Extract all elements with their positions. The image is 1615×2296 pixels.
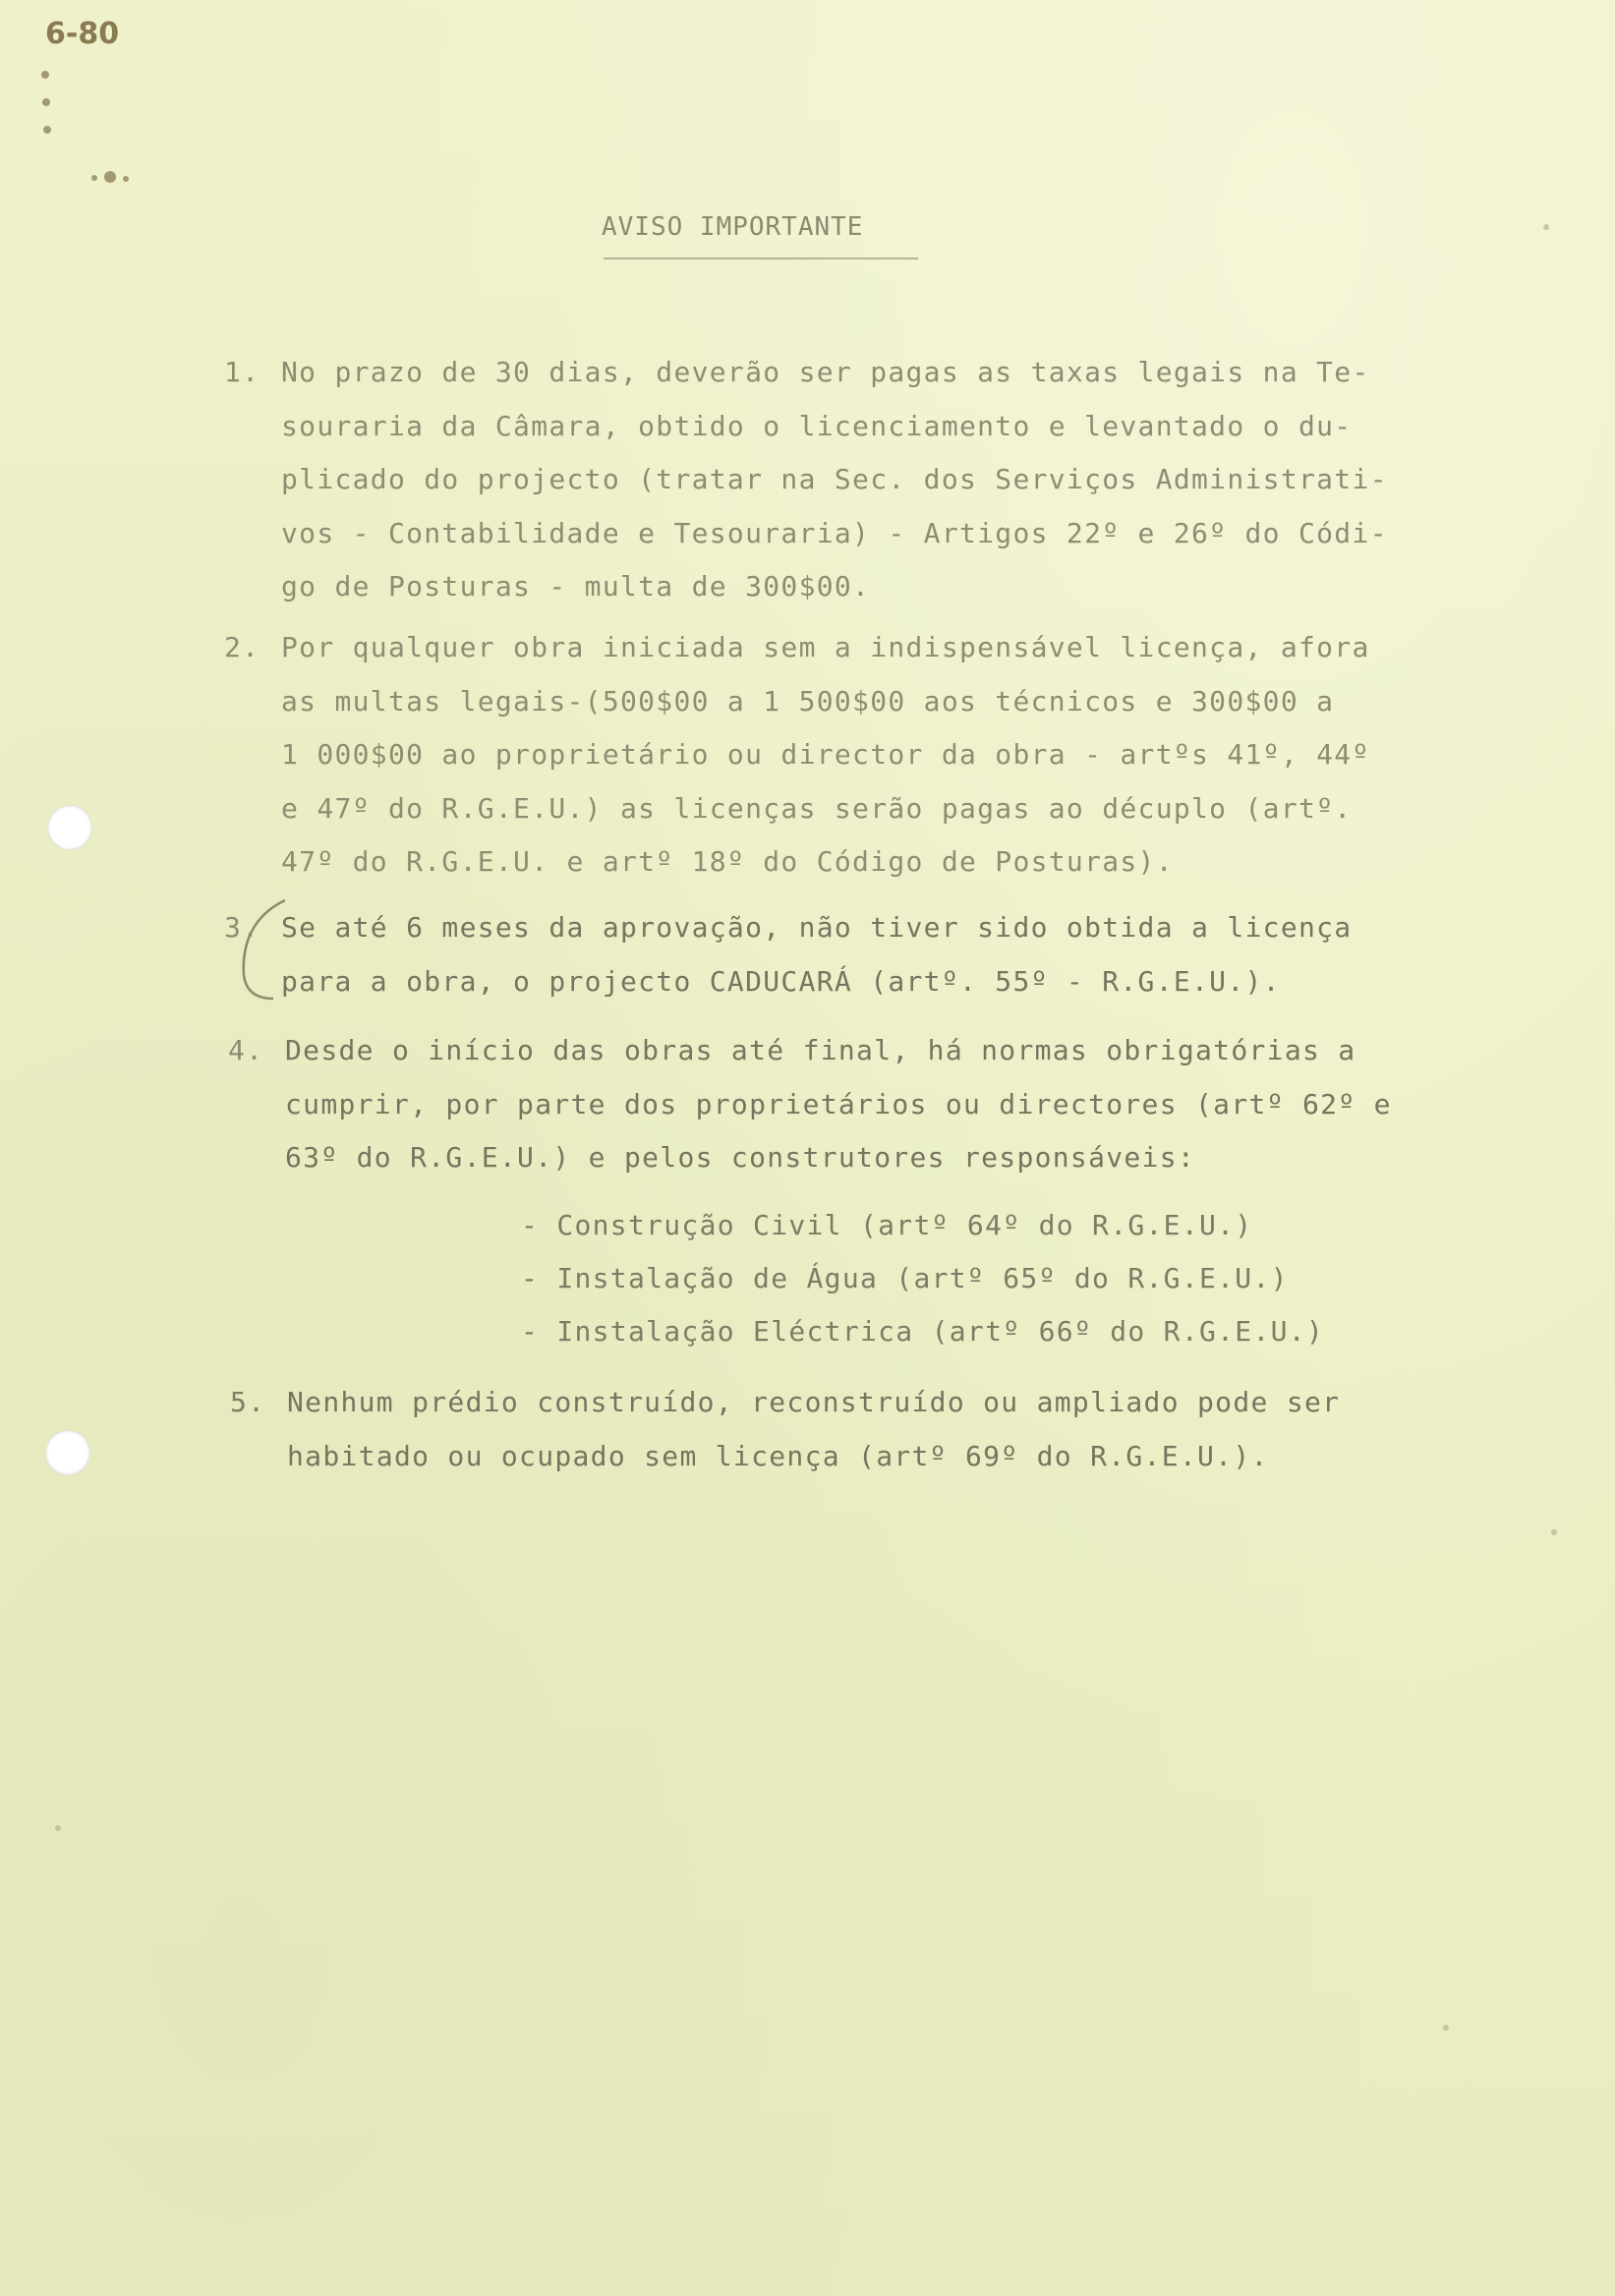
item-line: plicado do projecto (tratar na Sec. dos Serviços Administrati- xyxy=(281,463,1388,495)
item-line: e 47º do R.G.E.U.) as licenças serão pagas ao décuplo (artº. xyxy=(281,791,1353,825)
item-number: 1. xyxy=(224,356,260,388)
item-line: No prazo de 30 dias, deverão ser pagas as taxas legais na Te- xyxy=(281,356,1370,388)
subitem-line: - Instalação de Água (artº 65º do R.G.E.U.) xyxy=(521,1262,1289,1294)
item-line: 63º do R.G.E.U.) e pelos construtores responsáveis: xyxy=(285,1141,1196,1174)
item-number: 3. xyxy=(224,911,260,944)
item-number: 2. xyxy=(224,631,260,663)
notice-item-4-subitems xyxy=(521,1199,1324,1358)
item-line: Se até 6 meses da aprovação, não tiver sido obtida a licença xyxy=(281,911,1353,944)
item-line: go de Posturas - multa de 300$00. xyxy=(281,570,871,603)
punch-hole xyxy=(45,1430,90,1475)
item-line: Nenhum prédio construído, reconstruído ou ampliado pode ser xyxy=(287,1386,1341,1418)
subitem-line: - Construção Civil (artº 64º do R.G.E.U.) xyxy=(521,1209,1253,1241)
notice-item-4 xyxy=(228,1024,1392,1185)
page-title: AVISO IMPORTANTE xyxy=(602,212,864,242)
notice-item-2 xyxy=(224,621,1370,890)
item-line: Por qualquer obra iniciada sem a indispensável licença, afora xyxy=(281,631,1370,663)
item-line: Desde o início das obras até final, há normas obrigatórias a xyxy=(285,1034,1356,1066)
notice-item-1 xyxy=(224,346,1388,614)
item-line: souraria da Câmara, obtido o licenciamento e levantado o du- xyxy=(281,409,1353,442)
item-line: habitado ou ocupado sem licença (artº 69º do R.G.E.U.). xyxy=(287,1439,1269,1472)
stamp-mark xyxy=(39,10,177,197)
paper-speck xyxy=(1543,224,1549,230)
paper-speck xyxy=(1443,2025,1449,2031)
item-number: 4. xyxy=(228,1034,264,1066)
punch-hole xyxy=(47,805,92,850)
paper-speck xyxy=(55,1825,61,1831)
item-line: vos - Contabilidade e Tesouraria) - Artigos 22º e 26º do Códi- xyxy=(281,516,1388,549)
item-number: 5. xyxy=(230,1386,266,1418)
stamp-text: 6-80 xyxy=(45,17,120,51)
paper-speck xyxy=(1551,1529,1557,1535)
item-line: as multas legais-(500$00 a 1 500$00 aos técnicos e 300$00 a xyxy=(281,684,1335,718)
item-line: cumprir, por parte dos proprietários ou directores (artº 62º e xyxy=(285,1087,1392,1120)
notice-item-5 xyxy=(230,1376,1341,1483)
item-line: 47º do R.G.E.U. e artº 18º do Código de Posturas). xyxy=(281,845,1174,878)
title-underline xyxy=(604,258,918,259)
item-line: 1 000$00 ao proprietário ou director da obra - artºs 41º, 44º xyxy=(281,738,1370,771)
subitem-line: - Instalação Eléctrica (artº 66º do R.G.E.U.) xyxy=(521,1315,1325,1348)
item-line: para a obra, o projecto CADUCARÁ (artº. 55º - R.G.E.U.). xyxy=(281,964,1281,998)
notice-item-3 xyxy=(224,901,1353,1008)
